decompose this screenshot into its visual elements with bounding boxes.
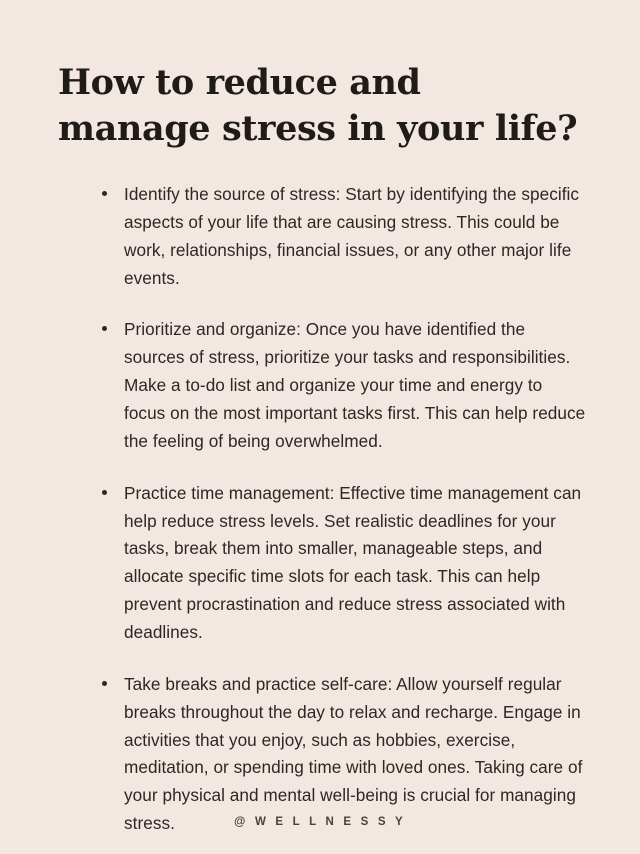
bullet-dot-icon (102, 490, 107, 495)
list-item (102, 181, 586, 292)
list-item (102, 671, 586, 838)
page-title (58, 60, 578, 151)
list-item (102, 480, 586, 647)
list-item-text: Identify the source of stress: Start by identifying the specific aspects of your life that are causing stress. This could be work, relationships, financial issues, or any other major life events. (124, 184, 580, 288)
bullet-dot-icon (102, 191, 107, 196)
footer-handle: @ W E L L N E S S Y (234, 816, 406, 828)
page-title-line-2: manage stress in your life? (58, 107, 578, 149)
list-item-text: Take breaks and practice self-care: Allow yourself regular breaks throughout the day to relax and recharge. Engage in activities that you enjoy, such as hobbies, exercise, meditation, or spending time with loved ones. Taking care of your physical and mental well-being is crucial for managing stress. (124, 673, 583, 834)
tips-list (102, 181, 586, 838)
content-body (44, 181, 596, 838)
bullet-dot-icon (102, 326, 107, 331)
bullet-dot-icon (102, 681, 107, 686)
list-item-text: Prioritize and organize: Once you have identified the sources of stress, prioritize your tasks and responsibilities. Make a to-do list and organize your time and energy to focus on the most important tasks first. This can help reduce the feeling of being overwhelmed. (124, 319, 586, 451)
list-item-text: Practice time management: Effective time management can help reduce stress levels. Set realistic deadlines for your tasks, break them into smaller, manageable steps, and allocate specific time slots for each task. This can help prevent procrastination and reduce stress associated with deadlines. (124, 482, 582, 643)
page-title-line-1: How to reduce and (58, 62, 421, 103)
list-item (102, 316, 586, 455)
